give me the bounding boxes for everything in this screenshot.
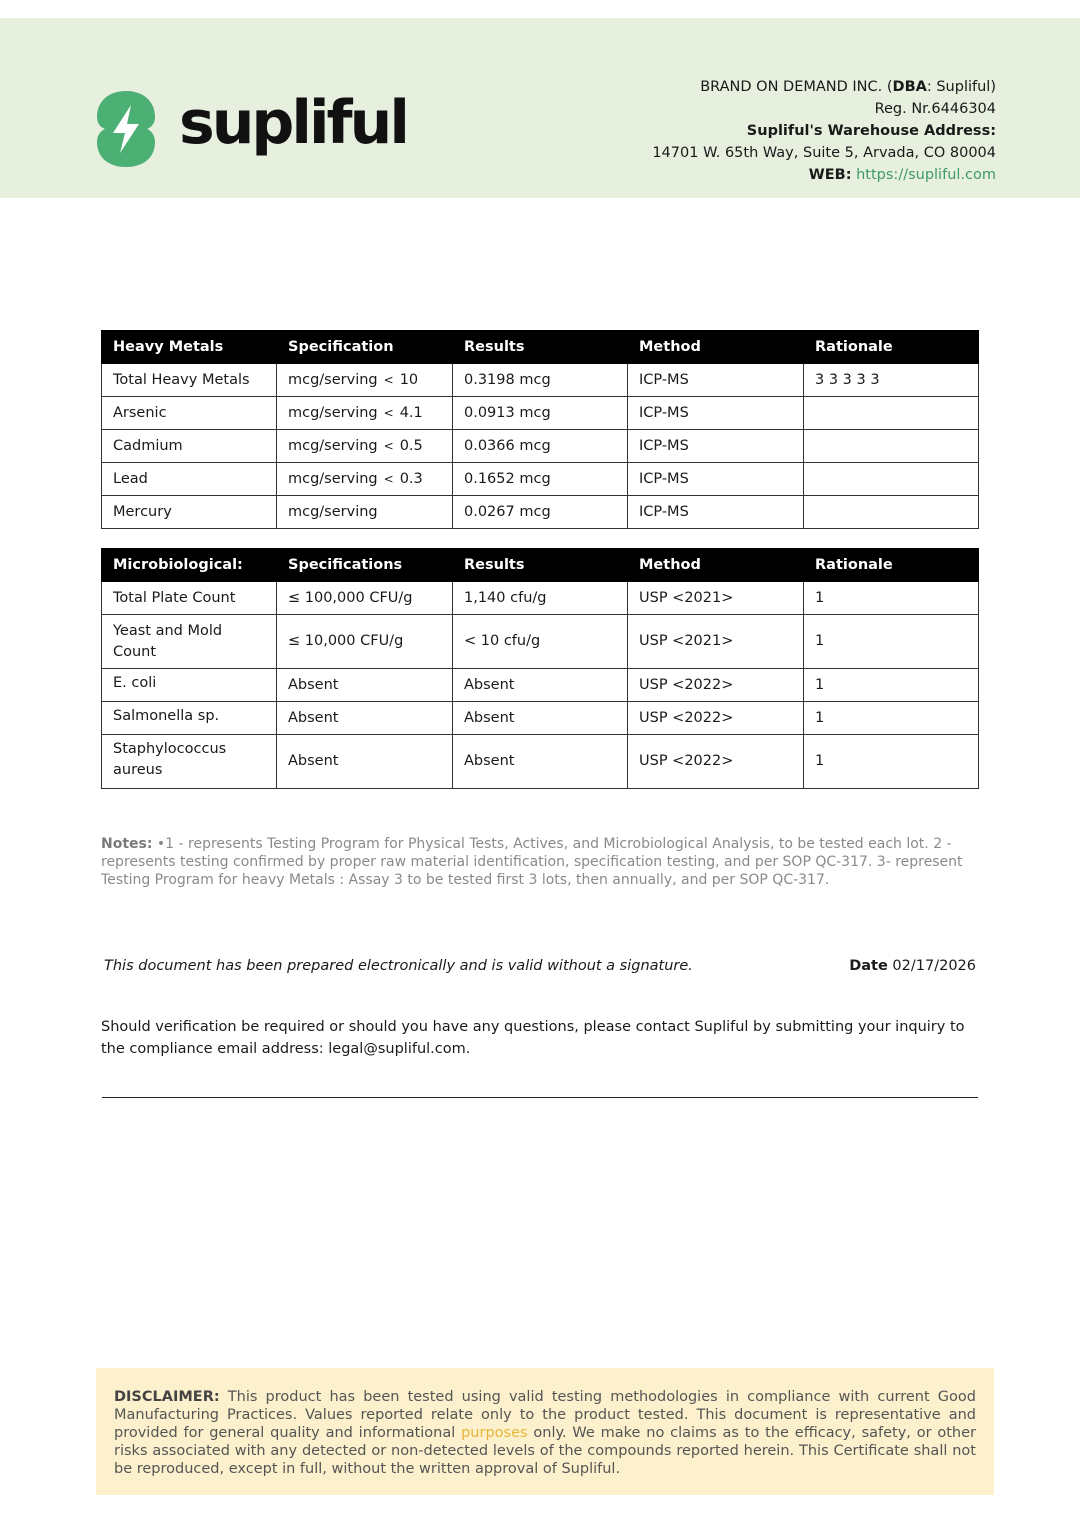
method-cell: ICP-MS bbox=[628, 496, 804, 529]
column-header: Heavy Metals bbox=[102, 331, 277, 364]
method-cell: USP <2021> bbox=[628, 615, 804, 669]
company-name: BRAND ON DEMAND INC. (DBA: Supliful) bbox=[700, 79, 996, 95]
notes: Notes: •1 - represents Testing Program for Physical Tests, Actives, and Microbiological Analysis, to be tested each lot. 2 - represents testing confirmed by proper raw material identification, specification testing, and per SOP QC-317. 3- represent Testing Program for heavy Metals : Assay 3 to be tested first 3 lots, then annually, and per SOP QC-317. bbox=[101, 836, 963, 888]
table-row bbox=[102, 430, 979, 463]
microbiological-table bbox=[101, 548, 979, 789]
rationale-cell: 1 bbox=[804, 669, 979, 702]
disclaimer: DISCLAIMER: This product has been tested using valid testing methodologies in compliance with current Good Manufacturing Practices. Values reported relate only to the product tested. This document is representative and provided for general quality and informational purposes only. We make no claims as to the efficacy, safety, or other risks associated with any detected or non-detected levels of the compounds reported herein. This Certificate shall not be reproduced, except in full, without the written approval of Supliful. bbox=[96, 1368, 994, 1495]
analyte-cell: Mercury bbox=[102, 496, 277, 529]
spec-unit: mcg/serving bbox=[288, 371, 378, 388]
organism-cell: Salmonella sp. bbox=[102, 702, 277, 735]
organism-cell: Total Plate Count bbox=[102, 582, 277, 615]
signature-note: This document has been prepared electronically and is valid without a signature. bbox=[104, 958, 693, 974]
table-row bbox=[102, 702, 979, 735]
spec-operator: < bbox=[383, 471, 394, 486]
column-header: Results bbox=[453, 331, 628, 364]
specification-cell bbox=[277, 430, 453, 463]
rationale-cell bbox=[804, 397, 979, 430]
method-cell: USP <2022> bbox=[628, 669, 804, 702]
brand-wordmark: supliful bbox=[179, 88, 407, 158]
column-header: Results bbox=[453, 549, 628, 582]
specification-cell bbox=[277, 496, 453, 529]
specification-cell: ≤ 10,000 CFU/g bbox=[277, 615, 453, 669]
specification-cell: Absent bbox=[277, 669, 453, 702]
table-header-row bbox=[102, 331, 979, 364]
specification-cell bbox=[277, 397, 453, 430]
website: WEB: https://supliful.com bbox=[808, 167, 996, 183]
table-row bbox=[102, 735, 979, 789]
column-header: Method bbox=[628, 331, 804, 364]
result-cell: Absent bbox=[453, 702, 628, 735]
spec-value: 0.3 bbox=[399, 470, 423, 487]
company-info bbox=[652, 76, 996, 186]
table-row bbox=[102, 582, 979, 615]
spec-unit: mcg/serving bbox=[288, 437, 378, 454]
heavy-metals-table bbox=[101, 330, 979, 529]
rationale-cell: 1 bbox=[804, 582, 979, 615]
spec-unit: mcg/serving bbox=[288, 470, 378, 487]
spec-value: 4.1 bbox=[399, 404, 423, 421]
analyte-cell: Total Heavy Metals bbox=[102, 364, 277, 397]
website-link[interactable]: https://supliful.com bbox=[856, 167, 996, 183]
table-row bbox=[102, 397, 979, 430]
document-date: Date 02/17/2026 bbox=[849, 958, 976, 974]
table-header-row bbox=[102, 549, 979, 582]
bolt-badge-icon bbox=[95, 89, 157, 169]
organism-cell: Staphylococcus aureus bbox=[102, 735, 277, 789]
result-cell: 1,140 cfu/g bbox=[453, 582, 628, 615]
spec-operator: < bbox=[383, 438, 394, 453]
brand-logo bbox=[95, 84, 420, 174]
result-cell: 0.0366 mcg bbox=[453, 430, 628, 463]
result-cell: Absent bbox=[453, 669, 628, 702]
rationale-cell bbox=[804, 496, 979, 529]
table-row bbox=[102, 364, 979, 397]
rationale-cell bbox=[804, 463, 979, 496]
column-header: Rationale bbox=[804, 549, 979, 582]
column-header: Microbiological: bbox=[102, 549, 277, 582]
method-cell: ICP-MS bbox=[628, 430, 804, 463]
table-row bbox=[102, 669, 979, 702]
method-cell: ICP-MS bbox=[628, 397, 804, 430]
spec-unit: mcg/serving bbox=[288, 503, 378, 520]
divider bbox=[102, 1097, 978, 1098]
rationale-cell: 1 bbox=[804, 735, 979, 789]
rationale-cell: 1 bbox=[804, 702, 979, 735]
rationale-cell: 1 bbox=[804, 615, 979, 669]
analyte-cell: Arsenic bbox=[102, 397, 277, 430]
specification-cell: Absent bbox=[277, 702, 453, 735]
specification-cell bbox=[277, 463, 453, 496]
warehouse-address: 14701 W. 65th Way, Suite 5, Arvada, CO 80004 bbox=[652, 145, 996, 161]
table-row bbox=[102, 615, 979, 669]
spec-operator: < bbox=[383, 405, 394, 420]
method-cell: USP <2022> bbox=[628, 735, 804, 789]
result-cell: 0.3198 mcg bbox=[453, 364, 628, 397]
method-cell: USP <2021> bbox=[628, 582, 804, 615]
table-row bbox=[102, 496, 979, 529]
column-header: Specification bbox=[277, 331, 453, 364]
spec-value: 0.5 bbox=[399, 437, 423, 454]
rationale-cell: 3 3 3 3 3 bbox=[804, 364, 979, 397]
column-header: Rationale bbox=[804, 331, 979, 364]
result-cell: < 10 cfu/g bbox=[453, 615, 628, 669]
specification-cell: Absent bbox=[277, 735, 453, 789]
table-row bbox=[102, 463, 979, 496]
result-cell: 0.0913 mcg bbox=[453, 397, 628, 430]
spec-unit: mcg/serving bbox=[288, 404, 378, 421]
method-cell: ICP-MS bbox=[628, 364, 804, 397]
result-cell: 0.1652 mcg bbox=[453, 463, 628, 496]
result-cell: 0.0267 mcg bbox=[453, 496, 628, 529]
column-header: Specifications bbox=[277, 549, 453, 582]
warehouse-label: Supliful's Warehouse Address: bbox=[746, 123, 996, 139]
specification-cell: ≤ 100,000 CFU/g bbox=[277, 582, 453, 615]
organism-cell: E. coli bbox=[102, 669, 277, 702]
registration-number: Reg. Nr.6446304 bbox=[874, 101, 996, 117]
organism-cell: Yeast and Mold Count bbox=[102, 615, 277, 669]
verification-note: Should verification be required or should you have any questions, please contact Supliful by submitting your inquiry to the compliance email address: legal@supliful.com. bbox=[101, 1019, 965, 1057]
method-cell: ICP-MS bbox=[628, 463, 804, 496]
result-cell: Absent bbox=[453, 735, 628, 789]
analyte-cell: Lead bbox=[102, 463, 277, 496]
analyte-cell: Cadmium bbox=[102, 430, 277, 463]
specification-cell bbox=[277, 364, 453, 397]
letterhead bbox=[0, 18, 1080, 198]
spec-value: 10 bbox=[399, 371, 419, 388]
method-cell: USP <2022> bbox=[628, 702, 804, 735]
rationale-cell bbox=[804, 430, 979, 463]
spec-operator: < bbox=[383, 372, 394, 387]
column-header: Method bbox=[628, 549, 804, 582]
